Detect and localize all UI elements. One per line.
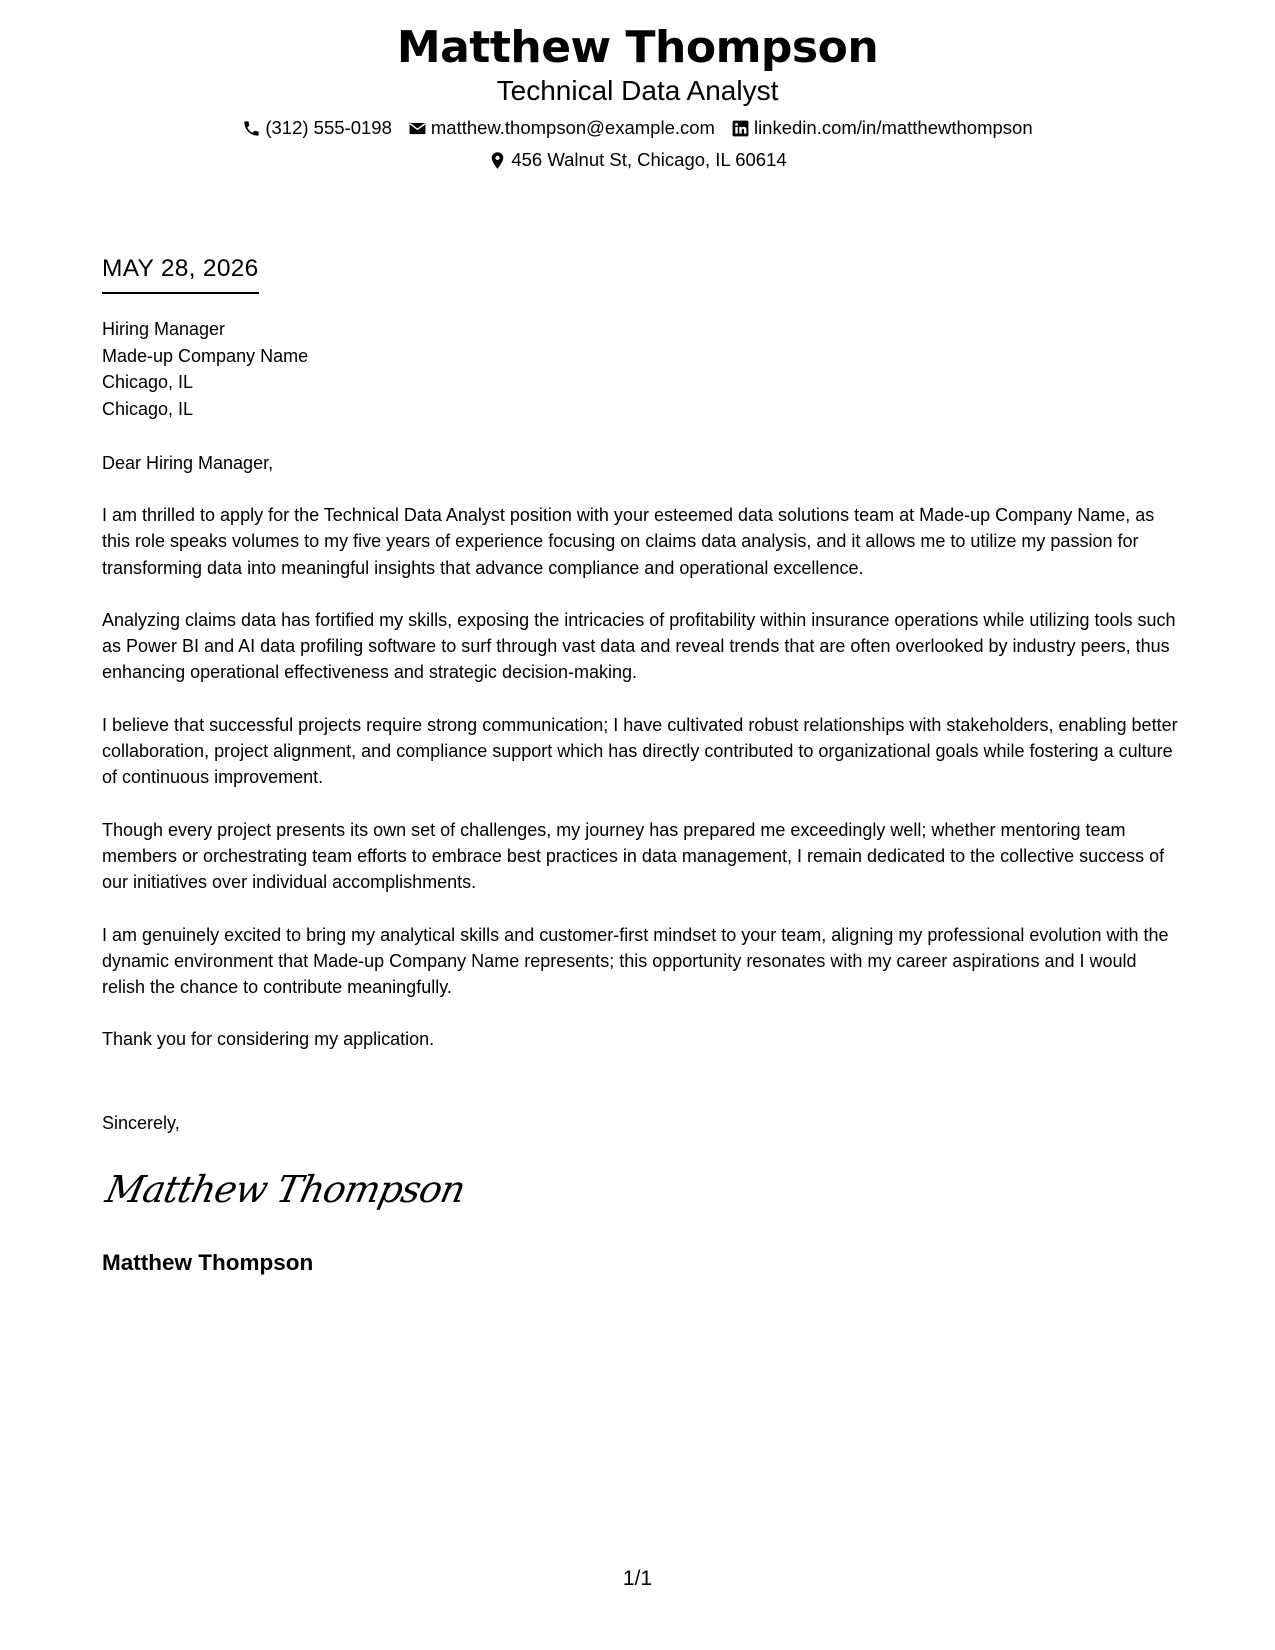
phone-number: (312) 555-0198 bbox=[265, 117, 392, 138]
phone-icon bbox=[242, 119, 261, 138]
letter-date: MAY 28, 2026 bbox=[102, 254, 259, 294]
envelope-icon bbox=[408, 119, 427, 138]
map-pin-icon bbox=[488, 151, 507, 170]
contact-address bbox=[488, 148, 786, 172]
signer-name: Matthew Thompson bbox=[102, 1250, 314, 1275]
recipient-line: Chicago, IL bbox=[102, 398, 194, 419]
email-address[interactable]: matthew.thompson@example.com bbox=[430, 117, 715, 138]
page-number: 1/1 bbox=[622, 1567, 653, 1590]
body-paragraph: I believe that successful projects require strong communication; I have cultivated robust relationships with stakeholders, enabling better collaboration, project alignment, and compliance support which has directly contributed to organizational goals while fostering a culture of continuous improvement. bbox=[102, 714, 1178, 788]
handwritten-signature: Matthew Thompson bbox=[101, 1168, 469, 1211]
contact-phone bbox=[242, 116, 392, 140]
address-text: 456 Walnut St, Chicago, IL 60614 bbox=[511, 149, 787, 170]
body-paragraph: Thank you for considering my application. bbox=[102, 1029, 435, 1050]
letter-body bbox=[102, 502, 1182, 1079]
letter-date-block bbox=[102, 254, 259, 294]
salutation: Dear Hiring Manager, bbox=[102, 453, 274, 473]
linkedin-icon bbox=[731, 119, 750, 138]
job-title: Technical Data Analyst bbox=[496, 75, 779, 106]
contact-row bbox=[0, 116, 1275, 140]
letter-header bbox=[0, 22, 1275, 172]
contact-linkedin[interactable] bbox=[731, 116, 1033, 140]
applicant-name: Matthew Thompson bbox=[396, 22, 879, 73]
recipient-line: Made-up Company Name bbox=[102, 345, 309, 366]
recipient-line: Hiring Manager bbox=[102, 319, 226, 339]
body-paragraph: I am genuinely excited to bring my analytical skills and customer-first mindset to your team, aligning my professional evolution with the dynamic environment that Made-up Company Name represents; this opportunity resonates with my career aspirations and I would relish the chance to contribute meaningfully. bbox=[102, 924, 1169, 998]
body-paragraph: Analyzing claims data has fortified my skills, exposing the intricacies of profitability within insurance operations while utilizing tools such as Power BI and AI data profiling software to surf through vast data and reveal trends that are often overlooked by industry peers, thus enhancing operational effectiveness and strategic decision-making. bbox=[102, 609, 1176, 683]
contact-email[interactable] bbox=[408, 116, 715, 140]
recipient-line: Chicago, IL bbox=[102, 372, 194, 392]
recipient-block bbox=[102, 316, 308, 422]
address-row bbox=[0, 148, 1275, 172]
body-paragraph: I am thrilled to apply for the Technical Data Analyst position with your esteemed data solutions team at Made-up Company Name, as this role speaks volumes to my five years of experience focusing on claims data analysis, and it allows me to utilize my passion for transforming data into meaningful insights that advance compliance and operational excellence. bbox=[102, 505, 1155, 578]
body-paragraph: Though every project presents its own set of challenges, my journey has prepared me exceedingly well; whether mentoring team members or orchestrating team efforts to embrace best practices in data management, I remain dedicated to the collective success of our initiatives over individual accomplishments. bbox=[102, 819, 1165, 893]
closing-phrase: Sincerely, bbox=[102, 1113, 180, 1133]
linkedin-url[interactable]: linkedin.com/in/matthewthompson bbox=[753, 117, 1033, 138]
